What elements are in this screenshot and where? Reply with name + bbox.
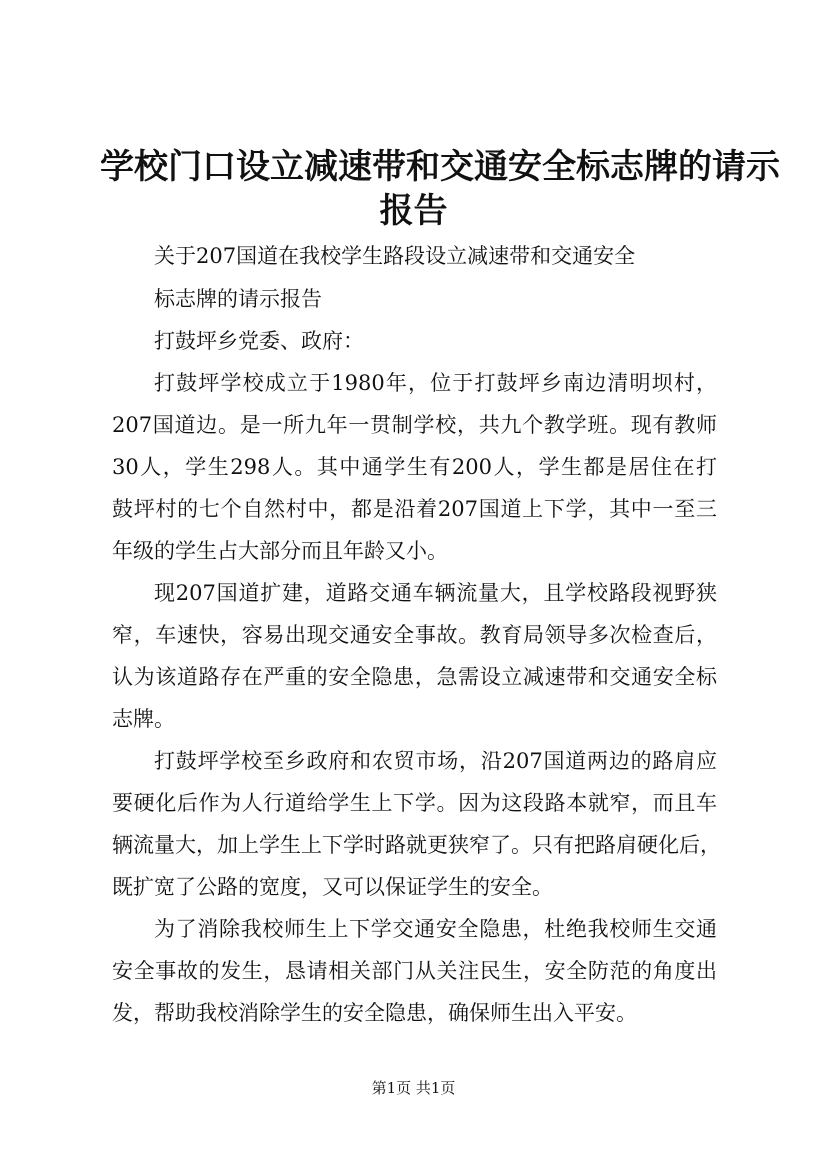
para3-line3: 辆流量大，加上学生上下学时路就更狭窄了。只有把路肩硬化后， xyxy=(112,833,721,857)
para4-line3: 发，帮助我校消除学生的安全隐患，确保师生出入平安。 xyxy=(112,1001,637,1025)
para3-line4: 既扩宽了公路的宽度，又可以保证学生的安全。 xyxy=(112,875,553,899)
subtitle-line2: 标志牌的请示报告 xyxy=(154,287,322,311)
para1-line2: 207国道边。是一所九年一贯制学校，共九个教学班。现有教师 xyxy=(112,413,717,437)
para1-line1: 打鼓坪学校成立于1980年，位于打鼓坪乡南边清明坝村， xyxy=(154,371,717,395)
para4-line2: 安全事故的发生，恳请相关部门从关注民生，安全防范的角度出 xyxy=(112,959,717,983)
page-footer: 第1页 共1页 xyxy=(371,1079,456,1097)
para1-line5: 年级的学生占大部分而且年龄又小。 xyxy=(112,539,448,563)
para1-line4: 鼓坪村的七个自然村中，都是沿着207国道上下学，其中一至三 xyxy=(112,497,717,521)
document-title-line1: 学校门口设立减速带和交通安全标志牌的请示 xyxy=(100,147,780,187)
para3-line1: 打鼓坪学校至乡政府和农贸市场，沿207国道两边的路肩应 xyxy=(154,749,717,773)
salutation: 打鼓坪乡党委、政府： xyxy=(154,329,364,353)
subtitle-line1: 关于207国道在我校学生路段设立减速带和交通安全 xyxy=(154,244,636,268)
para2-line3: 认为该道路存在严重的安全隐患，急需设立减速带和交通安全标 xyxy=(112,665,717,689)
para2-line1: 现207国道扩建，道路交通车辆流量大，且学校路段视野狭 xyxy=(154,581,717,605)
para1-line3: 30人，学生298人。其中通学生有200人，学生都是居住在打 xyxy=(112,455,717,479)
para4-line1: 为了消除我校师生上下学交通安全隐患，杜绝我校师生交通 xyxy=(154,917,717,941)
para2-line2: 窄，车速快，容易出现交通安全事故。教育局领导多次检查后， xyxy=(112,623,717,647)
para2-line4: 志牌。 xyxy=(112,707,175,731)
document-title-line2: 报告 xyxy=(379,191,448,231)
para3-line2: 要硬化后作为人行道给学生上下学。因为这段路本就窄，而且车 xyxy=(112,791,717,815)
